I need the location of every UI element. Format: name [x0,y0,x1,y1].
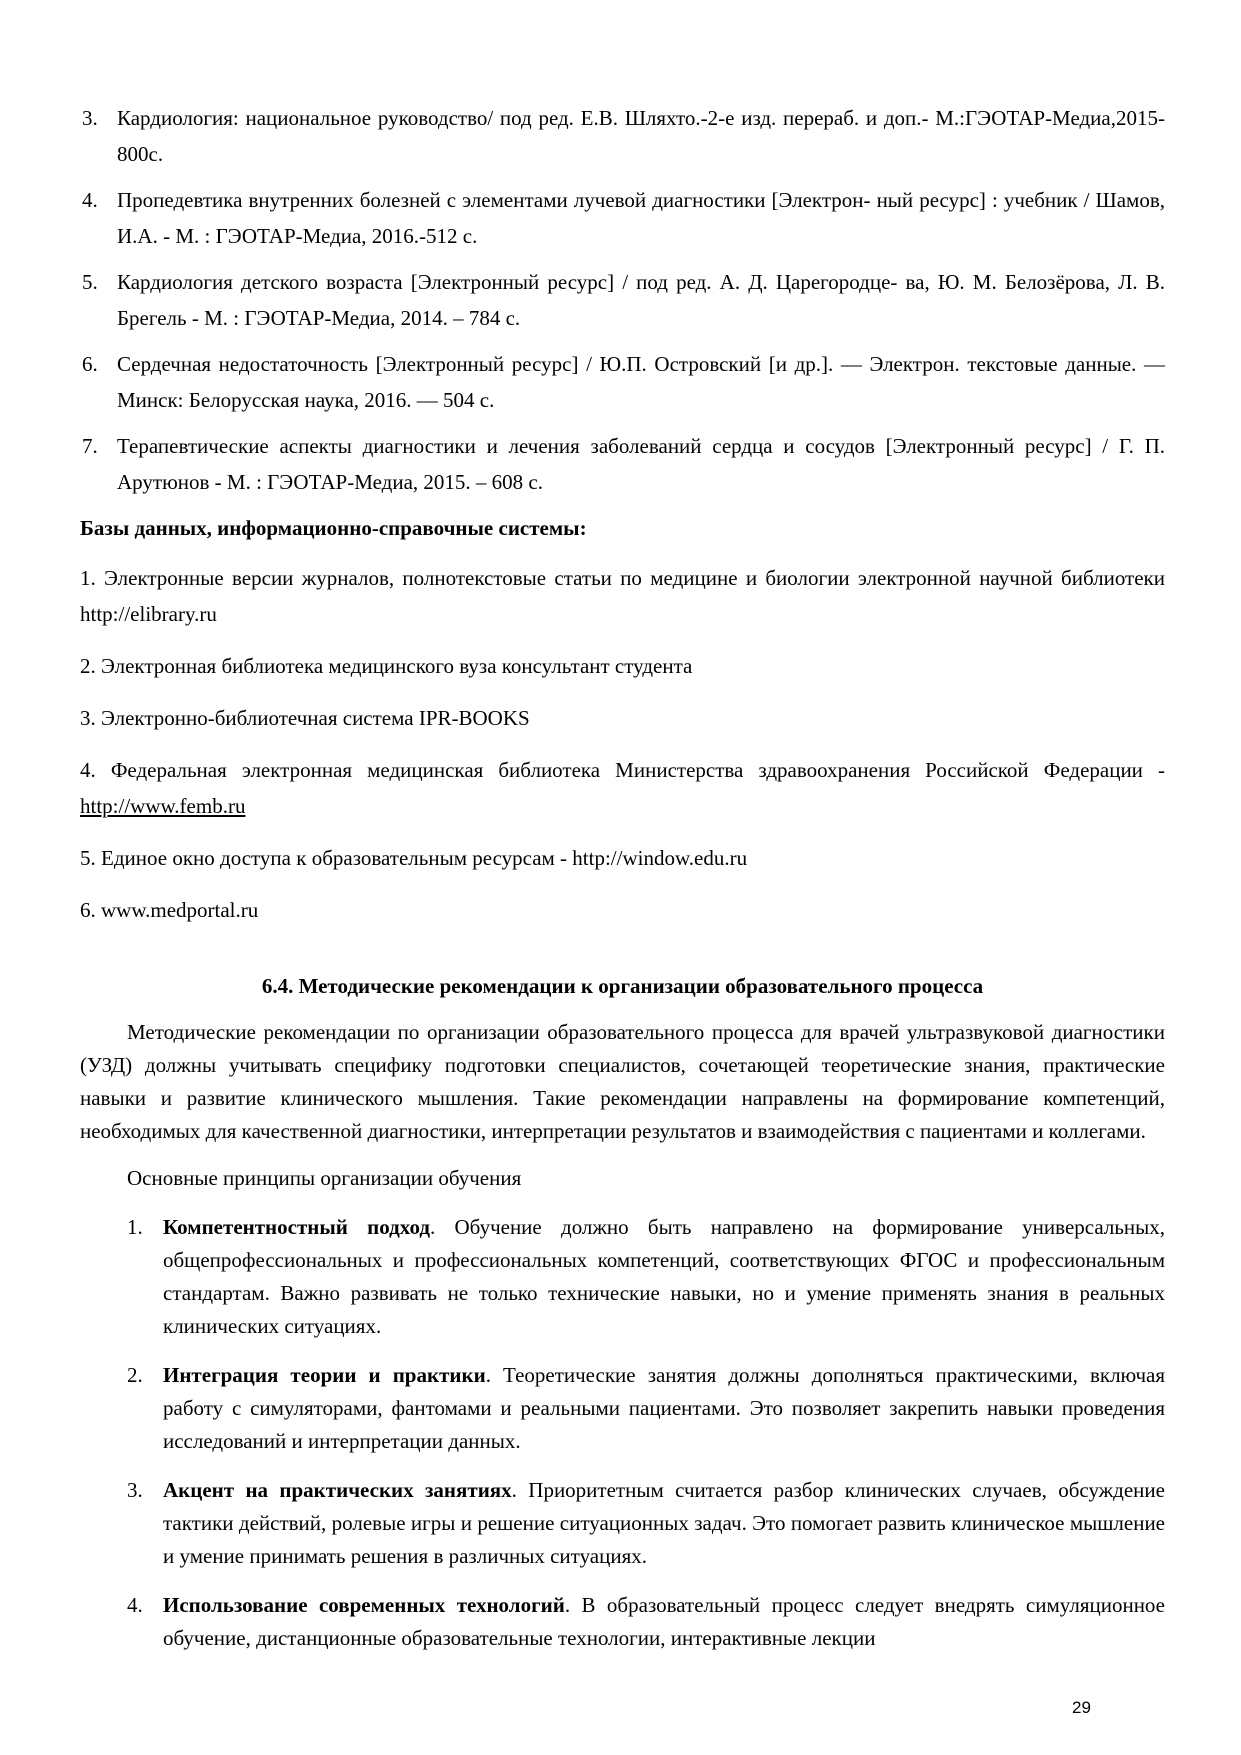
principle-title: Акцент на практических занятиях [163,1478,512,1502]
database-item: 3. Электронно-библиотечная система IPR-BOOKS [80,706,530,730]
section-heading: 6.4. Методические рекомендации к организации образовательного процесса [261,974,984,998]
reference-number: 4. [82,188,98,212]
principle-text: . Приоритетным считается разбор клинических случаев, обсуждение тактики действий, ролевые игры и решение ситуационных задач. Это помогает развить клиническое мышление и умение принимать решения в различных ситуациях. [163,1478,1165,1568]
reference-item [80,264,1165,336]
principle-number: 1. [127,1215,143,1239]
database-item-text: 4. Федеральная электронная медицинская библиотека Министерства здравоохранения Российской Федерации - [80,758,1165,782]
reference-number: 3. [82,106,98,130]
principle-title: Компетентностный подход [163,1215,430,1239]
reference-item [80,428,1165,500]
principle-text: . Обучение должно быть направлено на формирование универсальных, общепрофессиональных и профессиональных компетенций, соответствующих ФГОС и профессиональным стандартам. Важно развивать не только технические навыки, но и умение применять знания в реальных клинических ситуациях. [163,1215,1165,1338]
principle-number: 3. [127,1478,143,1502]
reference-item [80,346,1165,418]
reference-text: Сердечная недостаточность [Электронный ресурс] / Ю.П. Островский [и др.]. — Электрон. текстовые данные. — Минск: Белорусская наука, 2016. — 504 с. [117,352,1165,412]
database-item [80,752,1165,824]
reference-text: Кардиология: национальное руководство/ под ред. Е.В. Шляхто.-2-е изд. перераб. и доп.- М.:ГЭОТАР-Медиа,2015-800с. [117,106,1165,166]
database-item: 6. www.medportal.ru [80,898,259,922]
principle-number: 4. [127,1593,143,1617]
principle-item [127,1589,1165,1655]
principle-text: . В образовательный процесс следует внедрять симуляционное обучение, дистанционные образовательные технологии, интерактивные лекции [163,1593,1166,1650]
principle-text: . Теоретические занятия должны дополняться практическими, включая работу с симуляторами, фантомами и реальными пациентами. Это позволяет закрепить навыки проведения исследований и интерпретации данных. [163,1363,1165,1453]
principle-number: 2. [127,1363,143,1387]
reference-number: 7. [82,434,98,458]
reference-item [80,182,1165,254]
reference-text: Пропедевтика внутренних болезней с элементами лучевой диагностики [Электрон- ный ресурс] : учебник / Шамов, И.А. - М. : ГЭОТАР-Медиа, 2016.-512 с. [117,188,1165,248]
page-number: 29 [1072,1698,1091,1717]
principle-title: Использование современных технологий [163,1593,565,1617]
reference-number: 6. [82,352,98,376]
reference-text: Кардиология детского возраста [Электронный ресурс] / под ред. А. Д. Царегородце- ва, Ю. М. Белозёрова, Л. В. Брегель - М. : ГЭОТАР-Медиа, 2014. – 784 с. [117,270,1165,330]
principle-item [127,1474,1165,1573]
reference-number: 5. [82,270,98,294]
principle-item [127,1359,1165,1458]
database-item: 2. Электронная библиотека медицинского вуза консультант студента [80,654,693,678]
principles-subheading: Основные принципы организации обучения [127,1166,522,1190]
database-item: 5. Единое окно доступа к образовательным ресурсам - http://window.edu.ru [80,846,748,870]
section-intro: Методические рекомендации по организации образовательного процесса для врачей ультразвуковой диагностики (УЗД) должны учитывать специфику подготовки специалистов, сочетающей теоретические знания, практические навыки и развитие клинического мышления. Такие рекомендации направлены на формирование компетенций, необходимых для качественной диагностики, интерпретации результатов и взаимодействия с пациентами и коллегами. [80,1020,1165,1143]
database-item: 1. Электронные версии журналов, полнотекстовые статьи по медицине и биологии электронной научной библиотеки http://elibrary.ru [80,566,1165,626]
reference-item [80,100,1165,172]
principle-item [127,1211,1165,1343]
femb-link[interactable]: http://www.femb.ru [80,794,246,818]
databases-heading: Базы данных, информационно-справочные системы: [80,516,587,540]
principle-title: Интеграция теории и практики [163,1363,486,1387]
reference-text: Терапевтические аспекты диагностики и лечения заболеваний сердца и сосудов [Электронный ресурс] / Г. П. Арутюнов - М. : ГЭОТАР-Медиа, 2015. – 608 с. [117,434,1165,494]
